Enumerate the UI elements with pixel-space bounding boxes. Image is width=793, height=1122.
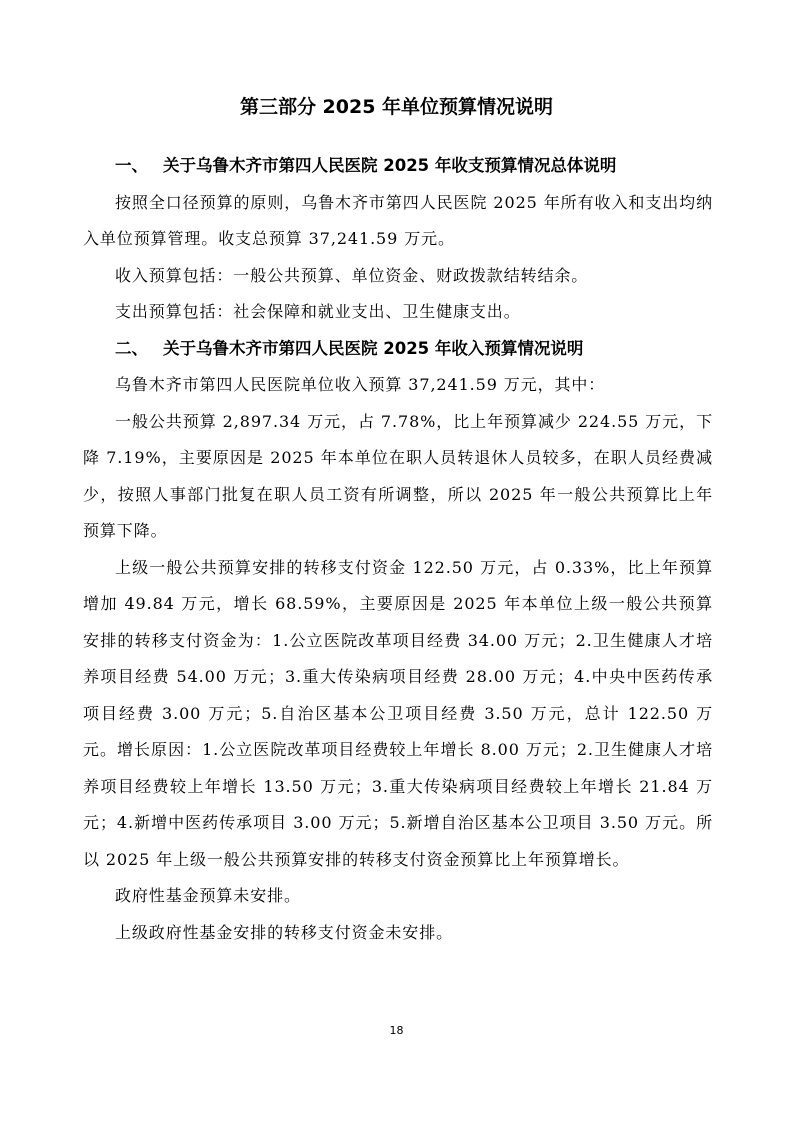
paragraph: 上级一般公共预算安排的转移支付资金 122.50 万元，占 0.33%，比上年预算增加 49.84 万元，增长 68.59%，主要原因是 2025 年本单位上级一般公共预算安排的转移支付资金为：1.公立医院改革项目经费 34.00 万元；2.卫生健康人才培养项目经费 54.00 万元；3.重大传染病项目经费 28.00 万元；4.中央中医药传承项目经费 3.00 万元；5.自治区基本公卫项目经费 3.50 万元，总计 122.50 万元。增长原因：1.公立医院改革项目经费较上年增长 8.00 万元；2.卫生健康人才培养项目经费较上年增长 13.50 万元；3.重大传染病项目经费较上年增长 21.84 万元；4.新增中医药传承项目 3.00 万元；5.新增自治区基本公卫项目 3.50 万元。所以 2025 年上级一般公共预算安排的转移支付资金预算比上年预算增长。 [83,557,713,869]
paragraph: 上级政府性基金安排的转移支付资金未安排。 [115,922,454,942]
section-title-1: 关于乌鲁木齐市第四人民医院 2025 年收支预算情况总体说明 [163,156,617,175]
page-number: 18 [389,1024,404,1037]
paragraph: 支出预算包括：社会保障和就业支出、卫生健康支出。 [115,302,521,321]
document-body [83,148,713,951]
section-number-1: 一、 [115,156,148,175]
paragraph: 政府性基金预算未安排。 [115,886,301,905]
paragraph: 收入预算包括：一般公共预算、单位资金、财政拨款结转结余。 [115,265,589,285]
page-title: 第三部分 2025 年单位预算情况说明 [239,96,554,118]
section-heading-1 [83,148,713,185]
section-title-2: 关于乌鲁木齐市第四人民医院 2025 年收入预算情况说明 [163,338,584,358]
section-heading-2 [83,331,713,368]
paragraph: 乌鲁木齐市第四人民医院单位收入预算 37,241.59 万元，其中： [115,375,606,394]
paragraph: 按照全口径预算的原则，乌鲁木齐市第四人民医院 2025 年所有收入和支出均纳入单位预算管理。收支总预算 37,241.59 万元。 [83,192,713,248]
section-number-2: 二、 [115,338,148,358]
paragraph: 一般公共预算 2,897.34 万元，占 7.78%，比上年预算减少 224.55 万元，下降 7.19%，主要原因是 2025 年本单位在职人员转退休人员较多，在职人员经费减少，按照人事部门批复在职人员工资有所调整，所以 2025 年一般公共预算比上年预算下降。 [83,411,713,540]
